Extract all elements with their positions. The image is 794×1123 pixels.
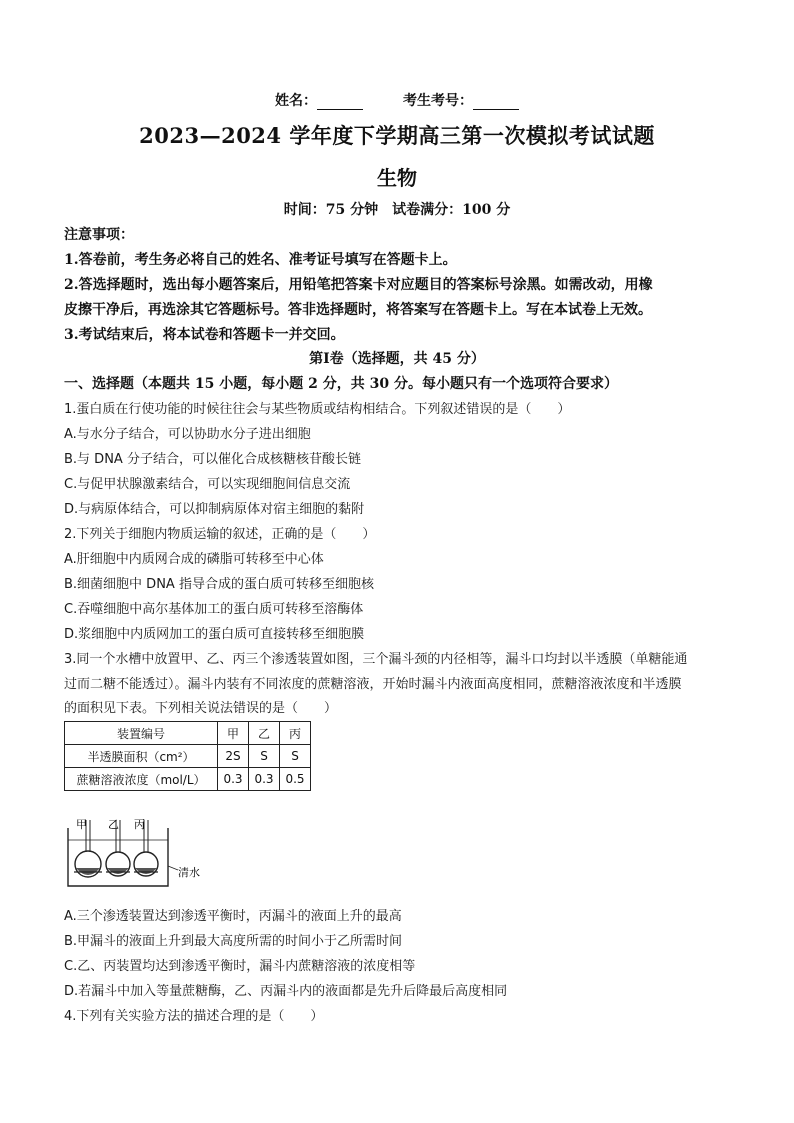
table-header-cell: 甲	[218, 722, 249, 745]
table-row	[65, 745, 311, 768]
exam-id-label: 考生考号：	[403, 93, 473, 109]
question-3-option-b: B.甲漏斗的液面上升到最大高度所需的时间小于乙所需时间	[64, 934, 403, 949]
question-2-option-a: A.肝细胞中内质网合成的磷脂可转移至中心体	[64, 552, 324, 567]
note-item: 皮擦干净后，再选涂其它答题标号。答非选择题时，将答案写在答题卡上。写在本试卷上无效。	[64, 302, 652, 318]
table-cell: 0.3	[218, 768, 249, 791]
water-label: 清水	[178, 866, 200, 879]
name-label: 姓名：	[275, 93, 317, 109]
question-3-option-a: A.三个渗透装置达到渗透平衡时，丙漏斗的液面上升的最高	[64, 909, 402, 924]
exam-id-blank	[473, 95, 519, 110]
note-item: 3.考试结束后，将本试卷和答题卡一并交回。	[64, 327, 345, 343]
question-4-stem: 4.下列有关实验方法的描述合理的是（ ）	[64, 1009, 324, 1024]
table-cell: 2S	[218, 745, 249, 768]
question-1-option-b: B.与 DNA 分子结合，可以催化合成核糖核苷酸长链	[64, 452, 361, 467]
table-header-cell: 乙	[249, 722, 280, 745]
table-header-cell: 丙	[280, 722, 311, 745]
table-cell: 0.3	[249, 768, 280, 791]
question-3-option-d: D.若漏斗中加入等量蔗糖酶，乙、丙漏斗内的液面都是先升后降最后高度相同	[64, 984, 508, 999]
funnel-label-jia: 甲	[76, 818, 87, 831]
table-cell: 半透膜面积（cm²）	[65, 745, 218, 768]
name-blank	[317, 95, 363, 110]
question-2-option-c: C.吞噬细胞中高尔基体加工的蛋白质可转移至溶酶体	[64, 602, 364, 617]
question-1-option-a: A.与水分子结合，可以协助水分子进出细胞	[64, 427, 311, 442]
osmosis-apparatus-figure	[64, 812, 214, 892]
student-info-line	[0, 90, 794, 110]
water-label-pointer	[168, 866, 178, 870]
question-1-option-c: C.与促甲状腺激素结合，可以实现细胞间信息交流	[64, 477, 351, 492]
question-2-option-b: B.细菌细胞中 DNA 指导合成的蛋白质可转移至细胞核	[64, 577, 374, 592]
subject-title: 生物	[377, 166, 417, 190]
question-3-option-c: C.乙、丙装置均达到渗透平衡时，漏斗内蔗糖溶液的浓度相等	[64, 959, 416, 974]
water-trough	[68, 828, 168, 886]
question-1-option-d: D.与病原体结合，可以抑制病原体对宿主细胞的黏附	[64, 502, 365, 517]
note-item: 1.答卷前，考生务必将自己的姓名、准考证号填写在答题卡上。	[64, 252, 457, 268]
question-3-stem-line: 的面积见下表。下列相关说法错误的是（ ）	[64, 701, 338, 716]
question-3-data-table	[64, 721, 311, 791]
exam-meta: 时间：75 分钟 试卷满分：100 分	[283, 202, 511, 218]
notes-heading: 注意事项：	[64, 227, 134, 243]
section-title: 第Ⅰ卷（选择题，共 45 分）	[309, 351, 485, 367]
table-header-cell: 装置编号	[65, 722, 218, 745]
table-row	[65, 768, 311, 791]
table-cell: 0.5	[280, 768, 311, 791]
funnel-label-bing: 丙	[134, 818, 145, 831]
table-cell: S	[280, 745, 311, 768]
question-1-stem: 1.蛋白质在行使功能的时候往往会与某些物质或结构相结合。下列叙述错误的是（ ）	[64, 402, 571, 417]
funnel-label-yi: 乙	[108, 818, 119, 831]
question-2-stem: 2.下列关于细胞内物质运输的叙述，正确的是（ ）	[64, 527, 376, 542]
question-2-option-d: D.浆细胞中内质网加工的蛋白质可直接转移至细胞膜	[64, 627, 365, 642]
table-header-row	[65, 722, 311, 745]
note-item: 2.答选择题时，选出每小题答案后，用铅笔把答案卡对应题目的答案标号涂黑。如需改动，用橡	[64, 277, 653, 293]
exam-title: 2023—2024 学年度下学期高三第一次模拟考试试题	[139, 123, 655, 148]
part-title: 一、选择题（本题共 15 小题，每小题 2 分，共 30 分。每小题只有一个选项符合要求）	[64, 376, 618, 392]
question-3-stem-line: 3.同一个水槽中放置甲、乙、丙三个渗透装置如图，三个漏斗颈的内径相等，漏斗口均封以半透膜（单糖能通	[64, 652, 688, 667]
question-3-stem-line: 过而二糖不能透过）。漏斗内装有不同浓度的蔗糖溶液，开始时漏斗内液面高度相同，蔗糖溶液浓度和半透膜	[64, 677, 682, 692]
table-cell: S	[249, 745, 280, 768]
table-cell: 蔗糖溶液浓度（mol/L）	[65, 768, 218, 791]
